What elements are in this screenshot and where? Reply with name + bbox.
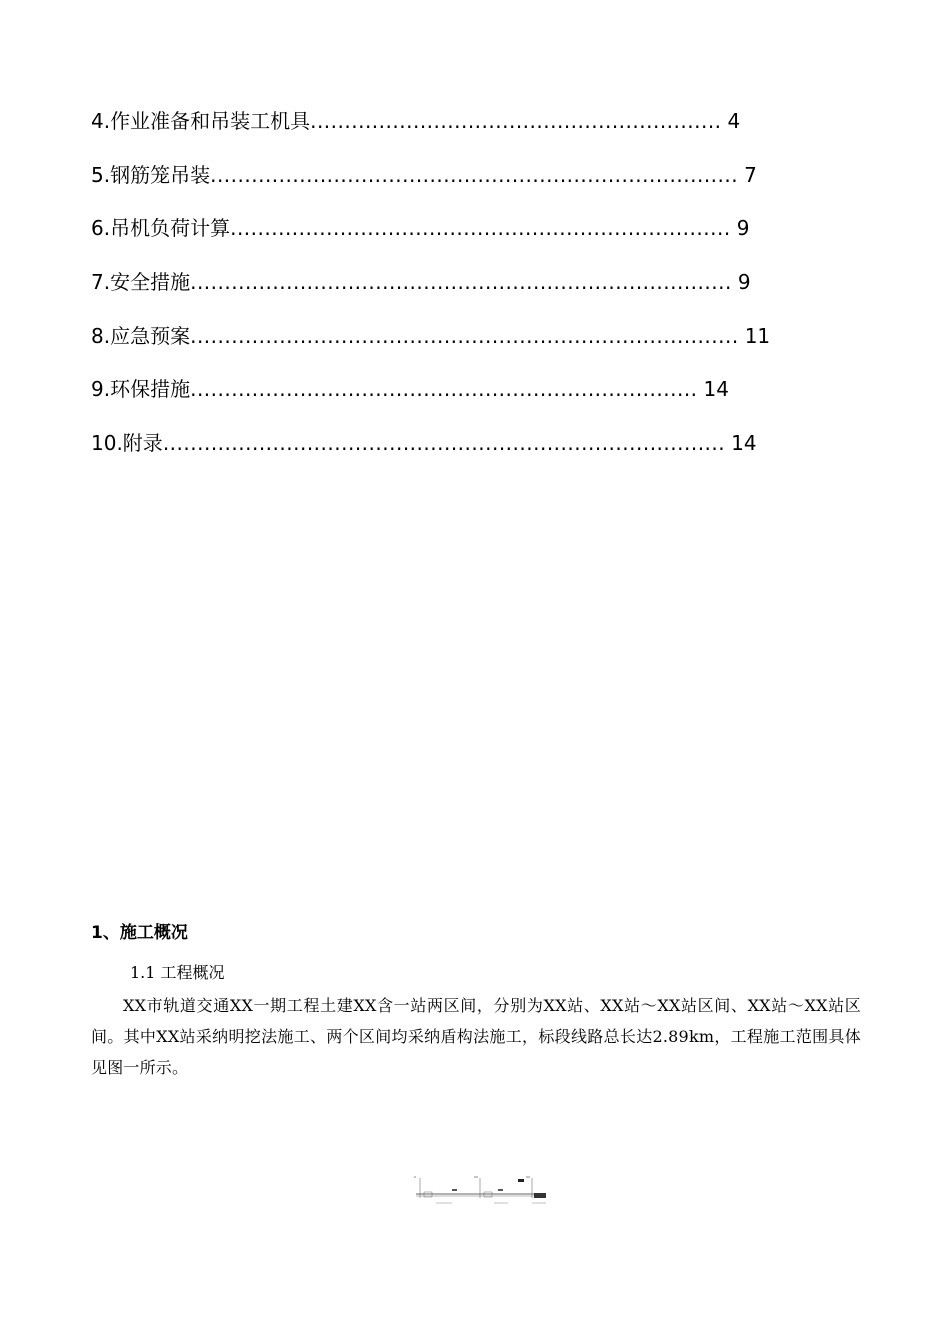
toc-leader-dots: ............................................................................... (190, 270, 732, 295)
toc-entry-7[interactable] (91, 264, 791, 318)
body-paragraph: XX市轨道交通XX一期工程土建XX含一站两区间，分别为XX站、XX站～XX站区间、XX站～XX站区间。其中XX站采纳明挖法施工、两个区间均采纳盾构法施工，标段线路总长达2.89km，工程施工范围具体见图一所示。 (91, 996, 861, 1077)
toc-leader-dots: ............................................................ (310, 109, 722, 133)
section-heading: 1、施工概况 (91, 923, 188, 943)
toc-entry-title: 10.附录 (91, 431, 163, 456)
toc-page-number: 9 (736, 216, 750, 241)
map-symbol-icon (518, 1179, 524, 1182)
toc-page-number: 4 (727, 109, 741, 133)
toc-entry-4[interactable] (91, 103, 791, 157)
toc-entry-6[interactable] (91, 210, 791, 264)
map-arrow-icon (452, 1189, 457, 1191)
toc-page-number: 11 (744, 323, 771, 348)
map-label: X (414, 1175, 417, 1179)
map-label: XX (526, 1175, 531, 1179)
toc-entry-title: 6.吊机负荷计算 (91, 216, 231, 241)
toc-entry-8[interactable] (91, 318, 791, 372)
station-box-filled (534, 1193, 546, 1198)
toc-leader-dots: ................................................................................ (190, 323, 739, 348)
toc-leader-dots: ......................................................................... (230, 216, 731, 241)
toc-leader-dots: ............................................................................. (210, 162, 739, 187)
route-map-figure (412, 1172, 552, 1208)
route-map-drawing (412, 1172, 552, 1208)
toc-entry-9[interactable] (91, 371, 791, 425)
toc-entry-5[interactable] (91, 157, 791, 211)
toc-leader-dots: .................................................................................. (162, 431, 726, 456)
toc-leader-dots: .......................................................................... (190, 377, 698, 402)
toc-page-number: 14 (731, 431, 757, 456)
toc-entry-title: 4.作业准备和吊装工机具 (91, 109, 311, 133)
map-label: XX (474, 1175, 479, 1179)
map-arrow-icon (498, 1189, 503, 1191)
toc-page-number: 14 (703, 377, 729, 402)
toc-entry-title: 9.环保措施 (91, 377, 191, 402)
table-of-contents (91, 103, 791, 479)
toc-entry-10[interactable] (91, 425, 791, 479)
toc-entry-title: 7.安全措施 (91, 270, 191, 295)
toc-entry-title: 8.应急预案 (91, 323, 191, 348)
toc-page-number: 7 (744, 162, 757, 187)
subsection-heading: 1.1 工程概况 (130, 963, 225, 982)
toc-entry-title: 5.钢筋笼吊装 (91, 162, 211, 187)
toc-page-number: 9 (737, 270, 751, 295)
